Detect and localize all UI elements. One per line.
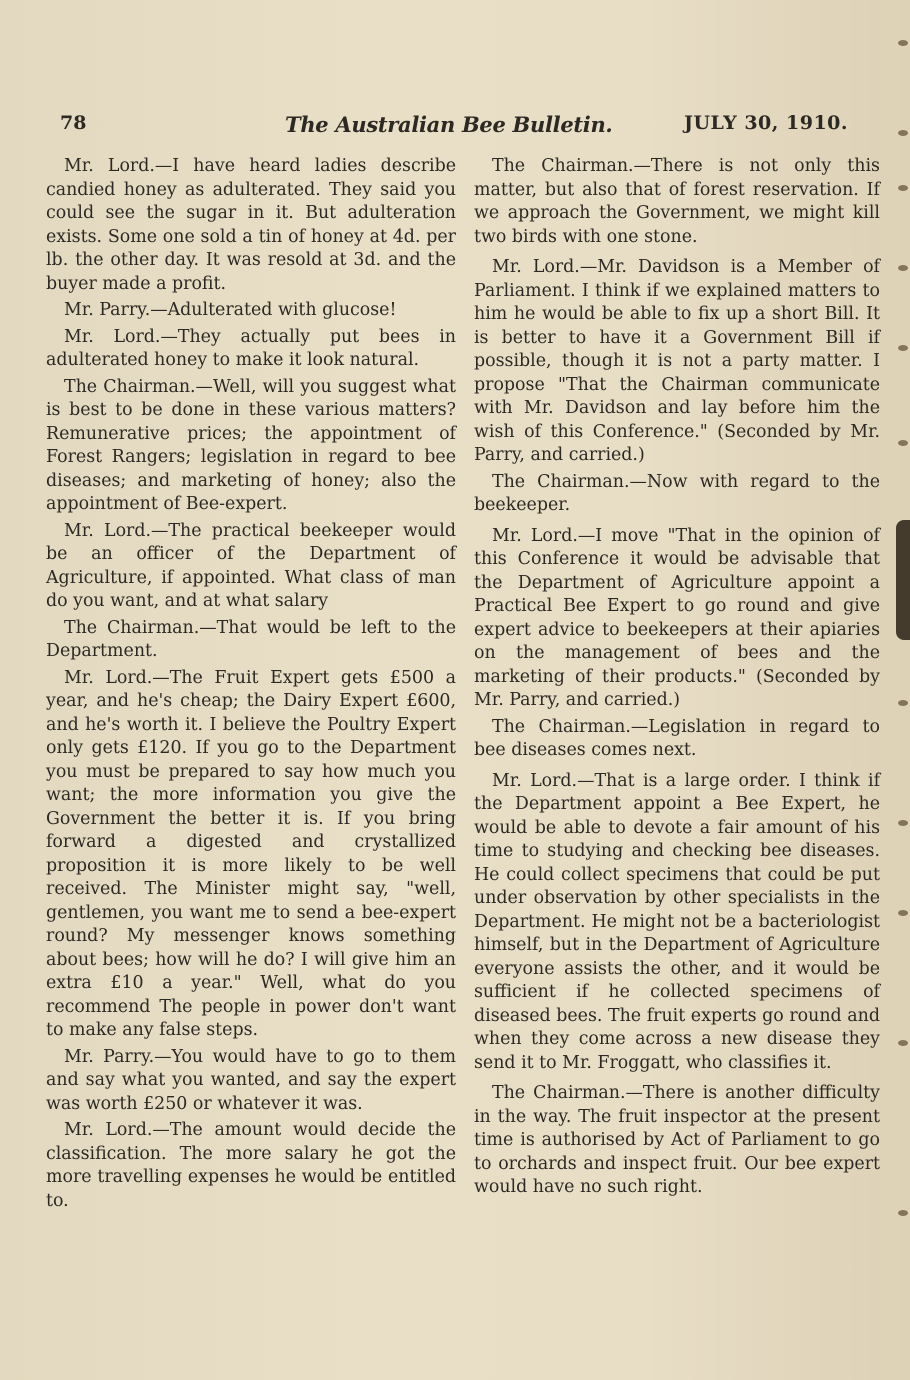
binding-mark xyxy=(898,345,908,351)
paragraph: The Chairman.—Legislation in regard to bee diseases comes next. xyxy=(474,716,880,760)
binding-mark xyxy=(898,185,908,191)
binding-mark xyxy=(898,130,908,136)
binding-mark xyxy=(898,1210,908,1216)
paragraph: The Chairman.—Well, will you suggest what is best to be done in these various matters? Remunerative prices; the appointment of Forest Rangers; legislation in regard to bee diseases; and marketing of honey; also the appointment of Bee-expert. xyxy=(46,376,456,514)
binding-mark xyxy=(898,1040,908,1046)
page-edge-damage xyxy=(896,520,910,640)
left-column xyxy=(46,155,456,1216)
paragraph: Mr. Lord.—They actually put bees in adulterated honey to make it look natural. xyxy=(46,326,456,370)
binding-mark xyxy=(898,265,908,271)
paragraph: The Chairman.—There is not only this matter, but also that of forest reservation. If we approach the Government, we might kill two birds with one stone. xyxy=(474,156,880,247)
paragraph: Mr. Lord.—The amount would decide the classification. The more salary he got the more travelling expenses he would be entitled to. xyxy=(46,1120,456,1211)
paragraph: Mr. Lord.—The Fruit Expert gets £500 a year, and he's cheap; the Dairy Expert £600, and he's worth it. I believe the Poultry Expert only gets £120. If you go to the Department you must be prepared to say how much you want; the more information you give the Government the better it is. If you bring forward a digested and crystallized proposition it is more likely to be well received. The Minister might say, "well, gentlemen, you want me to send a bee-expert round? My messenger knows something about bees; how will he do? I will give him an extra £10 a year." Well, what do you recommend The people in power don't want to make any false steps. xyxy=(46,667,456,1040)
binding-mark xyxy=(898,820,908,826)
paragraph: Mr. Lord.—I have heard ladies describe candied honey as adulterated. They said you could see the sugar in it. But adulteration exists. Some one sold a tin of honey at 4d. per lb. the other day. It was resold at 3d. and the buyer made a profit. xyxy=(46,156,456,294)
paragraph: Mr. Lord.—Mr. Davidson is a Member of Parliament. I think if we explained matters to him he would be able to fix up a short Bill. It is better to have it a Government Bill if possible, though it is not a party matter. I propose "That the Chairman communicate with Mr. Davidson and lay before him the wish of this Conference." (Seconded by Mr. Parry, and carried.) xyxy=(474,257,880,465)
issue-date: JULY 30, 1910. xyxy=(683,112,848,134)
right-column xyxy=(474,155,880,1203)
paragraph: The Chairman.—That would be left to the Department. xyxy=(46,617,456,661)
paragraph: Mr. Lord.—That is a large order. I think if the Department appoint a Bee Expert, he would be able to devote a fair amount of his time to studying and checking bee diseases. He could collect specimens that could be put under observation by other specialists in the Department. He might not be a bacteriologist himself, but in the Department of Agriculture everyone assists the other, and it would be sufficient if he collected specimens of diseased bees. The fruit experts go round and when they come across a new disease they send it to Mr. Froggatt, who classifies it. xyxy=(474,770,880,1073)
page-number: 78 xyxy=(60,112,87,134)
binding-mark xyxy=(898,700,908,706)
publication-title: The Australian Bee Bulletin. xyxy=(285,112,613,137)
paragraph: Mr. Lord.—I move "That in the opinion of this Conference it would be advisable that the Department of Agriculture appoint a Practical Bee Expert to go round and give expert advice to beekeepers at their apiaries on the management of bees and the marketing of their products." (Seconded by Mr. Parry, and carried.) xyxy=(474,525,880,710)
paragraph: Mr. Parry.—Adulterated with glucose! xyxy=(64,300,397,320)
page-header xyxy=(60,112,850,144)
paragraph: Mr. Lord.—The practical beekeeper would be an officer of the Department of Agriculture, if appointed. What class of man do you want, and at what salary xyxy=(46,520,456,611)
binding-mark xyxy=(898,910,908,916)
binding-mark xyxy=(898,440,908,446)
paragraph: Mr. Parry.—You would have to go to them and say what you wanted, and say the expert was worth £250 or whatever it was. xyxy=(46,1046,456,1114)
binding-mark xyxy=(898,40,908,46)
paragraph: The Chairman.—There is another difficulty in the way. The fruit inspector at the present time is authorised by Act of Parliament to go to orchards and inspect fruit. Our bee expert would have no such right. xyxy=(474,1083,880,1197)
paragraph: The Chairman.—Now with regard to the beekeeper. xyxy=(474,471,880,515)
